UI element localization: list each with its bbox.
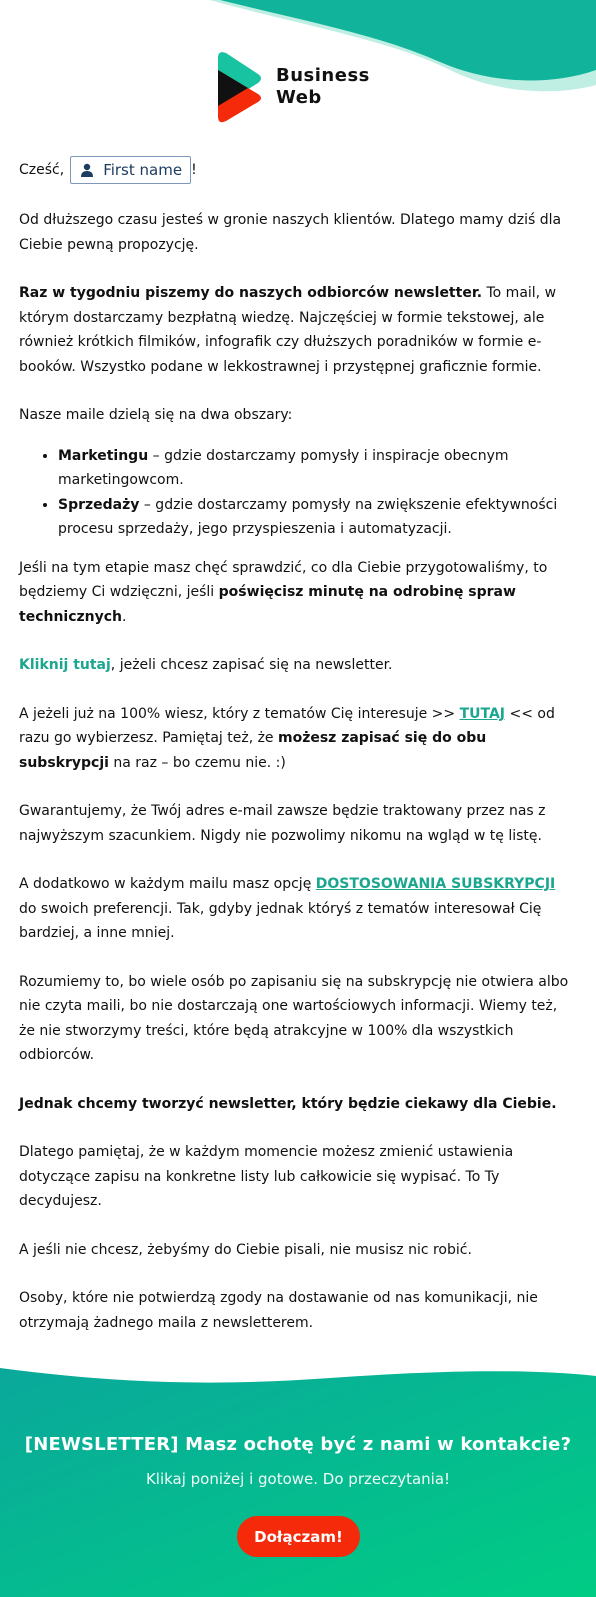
paragraph-intro: Od dłuższego czasu jesteś w gronie naszych klientów. Dlatego mamy dziś dla Ciebie pewną propozycję. [19, 212, 562, 253]
areas-list [19, 444, 574, 542]
interesting-bold: Jednak chcemy tworzyć newsletter, który będzie ciekawy dla Ciebie. [19, 1095, 557, 1112]
paragraph-privacy: Gwarantujemy, że Twój adres e-mail zawsze będzie traktowany przez nas z najwyższym szacunkiem. Nigdy nie pozwolimy nikomu na wgląd w tę listę. [19, 803, 546, 844]
paragraph-nothing: A jeśli nie chcesz, żebyśmy do Ciebie pisali, nie musisz nic robić. [19, 1241, 472, 1258]
first-name-merge-tag[interactable] [70, 156, 191, 184]
bullet-text: – gdzie dostarczamy pomysły i inspiracje obecnym marketingowcom. [58, 447, 509, 488]
paragraph-settings: Dlatego pamiętaj, że w każdym momencie możesz zmienić ustawienia dotyczące zapisu na konkretne listy lub całkowicie się wypisać. To Ty decydujesz. [19, 1144, 514, 1209]
paragraph-customize [19, 872, 574, 946]
merge-tag-label: First name [103, 160, 183, 179]
greeting [19, 156, 574, 184]
brand-line-1: Business [276, 65, 370, 86]
newsletter-bold: Raz w tygodniu piszemy do naszych odbiorców newsletter. [19, 285, 483, 301]
brand-line-2: Web [276, 87, 322, 108]
newsletter-text: To mail, w którym dostarczamy bezpłatną wiedzę. Najczęściej w formie tekstowej, ale również krótkich filmików, infografik czy dłuższych poradników w formie e-booków. Wszystko podane w lekkostrawnej i przystępnej graficznie formie. [19, 285, 557, 375]
bullet-bold: Sprzedaży [58, 496, 140, 513]
both-subscriptions-bold: możesz zapisać się do obu subskrypcji [19, 730, 487, 771]
newsletter-footer [0, 1368, 596, 1597]
email-body [19, 156, 574, 1359]
text: A dodatkowo w każdym mailu masz opcję [19, 876, 316, 892]
paragraph-signup [19, 653, 574, 678]
user-icon [81, 163, 93, 177]
paragraph-technical [19, 556, 574, 630]
topics-link[interactable]: TUTAJ [459, 705, 506, 722]
customize-subscription-link[interactable]: DOSTOSOWANIA SUBSKRYPCJI [315, 876, 556, 892]
text: << od razu go wybierzesz. Pamiętaj też, że [19, 705, 555, 746]
text: na raz – bo czemu nie. :) [108, 754, 286, 771]
paragraph-newsletter [19, 281, 574, 379]
list-item [58, 493, 574, 542]
text: do swoich preferencji. Tak, gdyby jednak któryś z tematów interesował Cię bardziej, a inne mniej. [19, 900, 542, 941]
bullet-text: – gdzie dostarczamy pomysły na zwiększenie efektywności procesu sprzedaży, jego przyspieszenia i automatyzacji. [58, 496, 558, 537]
paragraph-consent: Osoby, które nie potwierdzą zgody na dostawanie od nas komunikacji, nie otrzymają żadnego maila z newsletterem. [19, 1290, 538, 1331]
technical-bold: poświęcisz minutę na odrobinę spraw technicznych [19, 584, 516, 625]
greeting-hello: Cześć, [19, 161, 65, 178]
paragraph-interesting [19, 1092, 574, 1117]
join-button[interactable]: Dołączam! [237, 1516, 360, 1557]
text: Jeśli na tym etapie masz chęć sprawdzić, co dla Ciebie przygotowaliśmy, to będziemy Ci wdzięczni, jeśli [19, 559, 548, 600]
paragraph-understand: Rozumiemy to, bo wiele osób po zapisaniu się na subskrypcję nie otwiera albo nie czyta maili, bo nie dostarczają one wartościowych informacji. Wiemy też, że nie stworzymy treści, które będą atrakcyjne w 100% dla wszystkich odbiorców. [19, 973, 569, 1063]
paragraph-topics [19, 702, 574, 776]
bullet-bold: Marketingu [58, 447, 149, 464]
text: . [122, 608, 127, 625]
paragraph-areas: Nasze maile dzielą się na dwa obszary: [19, 407, 293, 423]
list-item [58, 444, 574, 493]
footer-subtitle: Klikaj poniżej i gotowe. Do przeczytania! [145, 1470, 451, 1488]
brand-logo [218, 50, 370, 124]
play-logo-icon [218, 50, 264, 124]
text: , jeżeli chcesz zapisać się na newsletter. [110, 657, 393, 673]
text: A jeżeli już na 100% wiesz, który z tematów Cię interesuje >> [19, 705, 460, 722]
footer-title: [NEWSLETTER] Masz ochotę być z nami w kontakcie? [24, 1434, 572, 1455]
signup-link[interactable]: Kliknij tutaj [19, 657, 111, 673]
greeting-exclaim: ! [191, 161, 197, 178]
